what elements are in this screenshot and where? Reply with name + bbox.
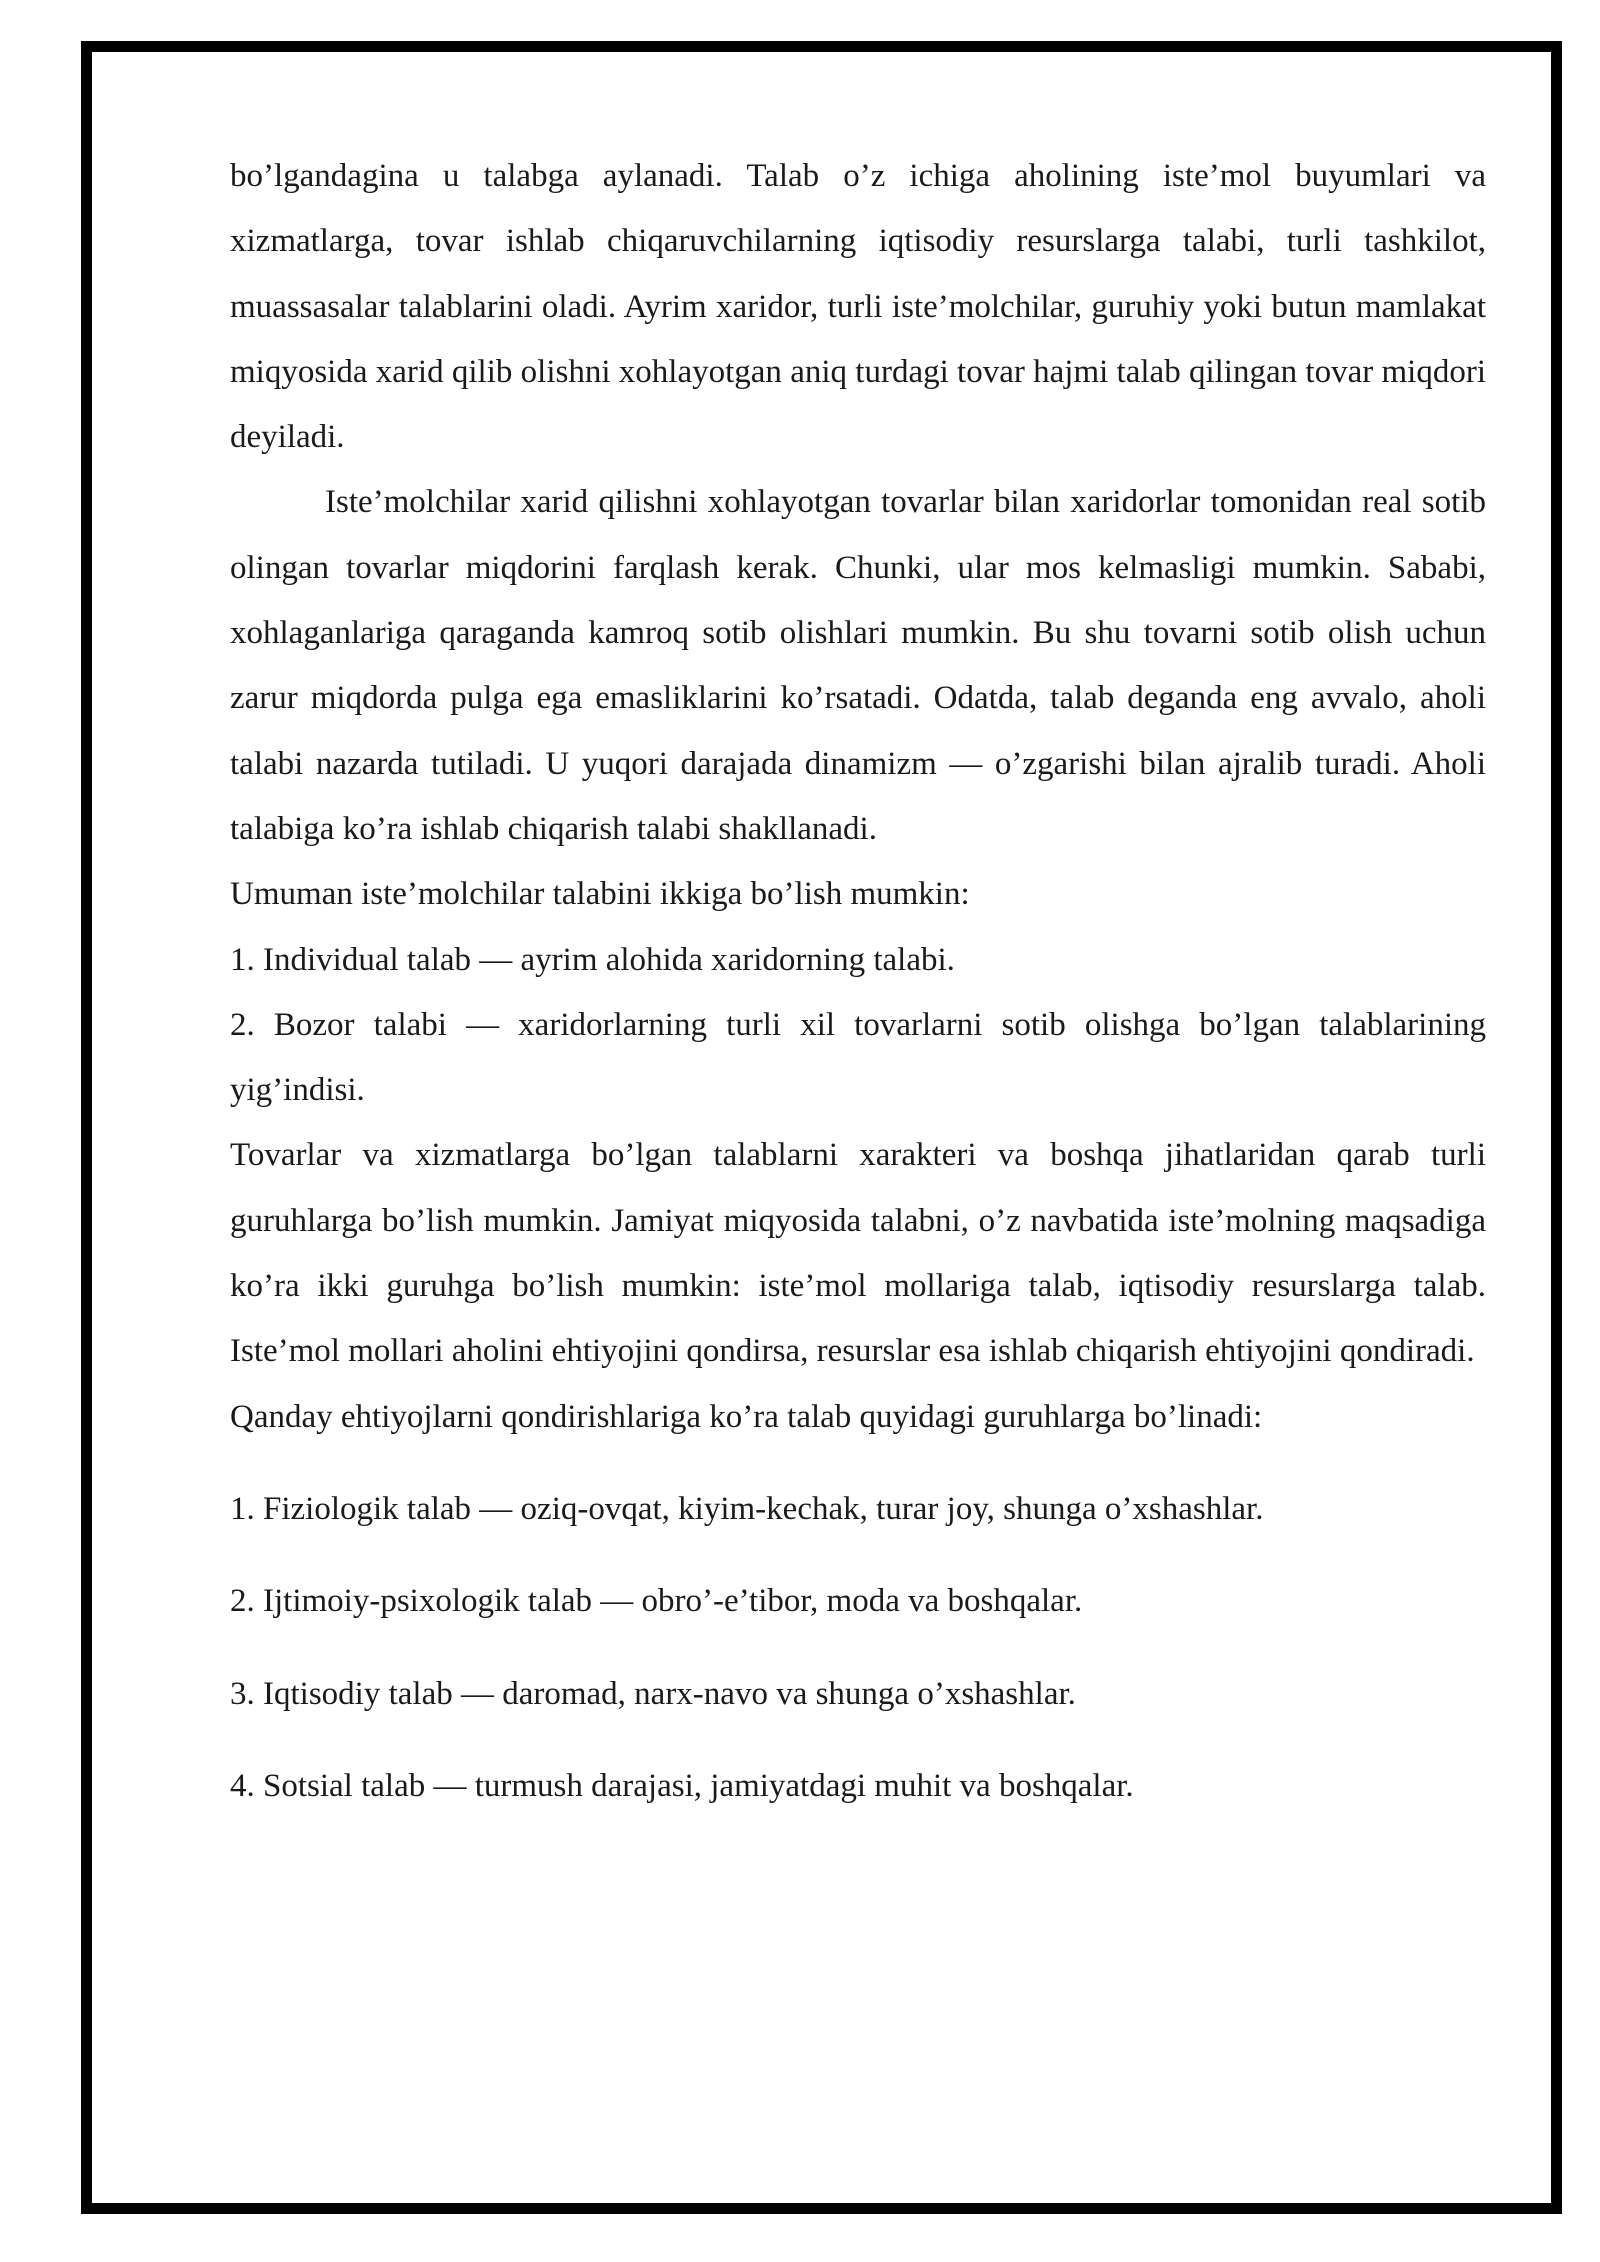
list-item-ijtimoiy-psixologik: 2. Ijtimoiy-psixologik talab — obro’-e’tibor, moda va boshqalar.: [230, 1583, 1083, 1620]
paragraph-needs-groups-intro: Qanday ehtiyojlarni qondirishlariga ko’ra talab quyidagi guruhlarga bo’linadi:: [230, 1398, 1263, 1435]
document-body: [230, 144, 1486, 1846]
list-item-fiziologik: 1. Fiziologik talab — oziq-ovqat, kiyim-kechak, turar joy, shunga o’xshashlar.: [230, 1490, 1264, 1527]
paragraph-two-types-intro: Umuman iste’molchilar talabini ikkiga bo’lish mumkin:: [230, 876, 970, 913]
list-item-individual-talab: 1. Individual talab — ayrim alohida xaridorning talabi.: [230, 941, 955, 978]
list-item-iqtisodiy: 3. Iqtisodiy talab — daromad, narx-navo va shunga o’xshashlar.: [230, 1675, 1076, 1712]
paragraph-real-purchases: Iste’molchilar xarid qilishni xohlayotgan tovarlar bilan xaridorlar tomonidan real sotib olingan tovarlar miqdorini farqlash kerak. Chunki, ular mos kelmasligi mumkin. Sababi, xohlaganlariga qaraganda kamroq sotib olishlari mumkin. Bu shu tovarni sotib olish uchun zarur miqdorda pulga ega emasliklarini ko’rsatadi. Odatda, talab deganda eng avvalo, aholi talabi nazarda tutiladi. U yuqori darajada dinamizm — o’zgarishi bilan ajralib turadi. Aholi talabiga ko’ra ishlab chiqarish talabi shakllanadi.: [230, 484, 1486, 847]
list-item-sotsial: 4. Sotsial talab — turmush darajasi, jamiyatdagi muhit va boshqalar.: [230, 1767, 1134, 1804]
list-item-bozor-talabi: 2. Bozor talabi — xaridorlarning turli xil tovarlarni sotib olishga bo’lgan talablarining yig’indisi.: [230, 1006, 1486, 1109]
paragraph-talab-definition: bo’lgandagina u talabga aylanadi. Talab o’z ichiga aholining iste’mol buyumlari va xizmatlarga, tovar ishlab chiqaruvchilarning iqtisodiy resurslarga talabi, turli tashkilot, muassasalar talablarini oladi. Ayrim xaridor, turli iste’molchilar, guruhiy yoki butun mamlakat miqyosida xarid qilib olishni xohlayotgan aniq turdagi tovar hajmi talab qilingan tovar miqdori deyiladi.: [230, 158, 1486, 456]
paragraph-goods-services-demand: Tovarlar va xizmatlarga bo’lgan talablarni xarakteri va boshqa jihatlaridan qarab turli guruhlarga bo’lish mumkin. Jamiyat miqyosida talabni, o’z navbatida iste’molning maqsadiga ko’ra ikki guruhga bo’lish mumkin: iste’mol mollariga talab, iqtisodiy resurslarga talab. Iste’mol mollari aholini ehtiyojini qondirsa, resurslar esa ishlab chiqarish ehtiyojini qondiradi.: [230, 1137, 1486, 1370]
